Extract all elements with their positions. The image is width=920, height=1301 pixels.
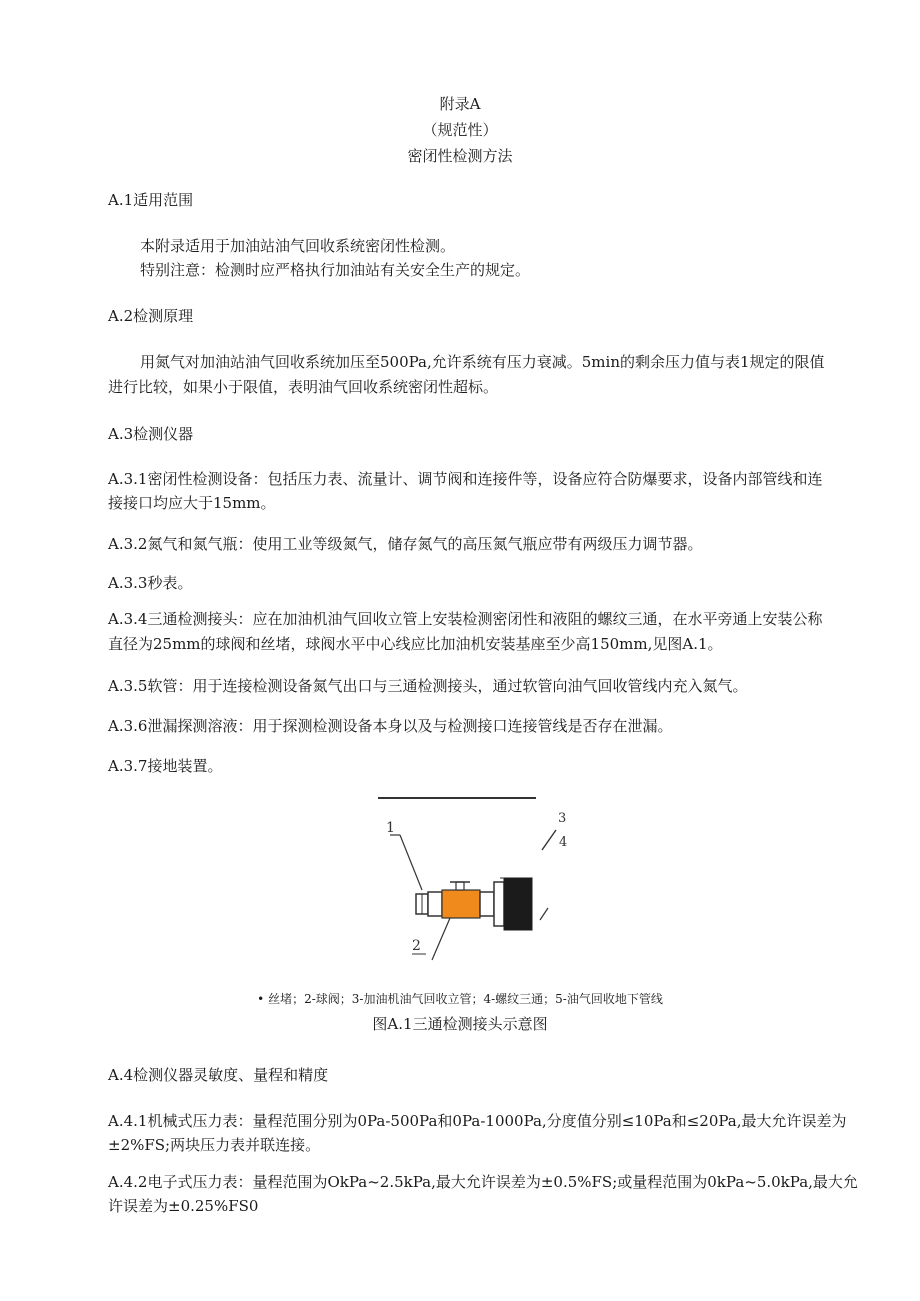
fig-threaded-tee xyxy=(504,878,532,930)
fig-label-3: 3 xyxy=(558,811,567,826)
section-a2-line-1: 用氮气对加油站油气回收系统加压至500Pa,允许系统有压力衰减。5min的剩余压力值与表1规定的限值 xyxy=(140,353,825,371)
appendix-type: （规范性） xyxy=(422,121,498,139)
fig-tee-collar xyxy=(494,882,504,926)
section-a35: A.3.5软管：用于连接检测设备氮气出口与三通检测接头，通过软管向油气回收管线内充入氮气。 xyxy=(108,677,748,695)
fig-leader-5 xyxy=(540,908,548,920)
appendix-title: 附录A xyxy=(439,95,481,113)
section-a42-line-2: 许误差为±0.25%FS0 xyxy=(108,1197,259,1215)
section-a31-line-2: 接接口均应大于15mm。 xyxy=(108,494,276,512)
section-a1-paragraph-1: 本附录适用于加油站油气回收系统密闭性检测。 xyxy=(140,237,456,255)
section-a1-heading: A.1适用范围 xyxy=(108,191,194,209)
section-a2-heading: A.2检测原理 xyxy=(108,307,194,325)
section-a41-line-2: ±2%FS;两块压力表并联连接。 xyxy=(108,1136,321,1154)
section-a31-line-1: A.3.1密闭性检测设备：包括压力表、流量计、调节阀和连接件等，设备应符合防爆要求，设备内部管线和连 xyxy=(108,470,823,488)
figure-legend: • 丝堵；2-球阀；3-加油机油气回收立管；4-螺纹三通；5-油气回收地下管线 xyxy=(257,992,663,1006)
fig-valve-nut-left xyxy=(428,892,442,916)
fig-leader-1b xyxy=(400,835,422,890)
fig-valve-stem xyxy=(456,882,464,890)
section-a1-paragraph-2: 特别注意：检测时应严格执行加油站有关安全生产的规定。 xyxy=(140,261,531,279)
section-a42-line-1: A.4.2电子式压力表：量程范围为OkPa~2.5kPa,最大允许误差为±0.5%FS;或量程范围为0kPa~5.0kPa,最大允 xyxy=(108,1173,858,1191)
section-a41-line-1: A.4.1机械式压力表：量程范围分别为0Pa-500Pa和0Pa-1000Pa,分度值分别≤10Pa和≤20Pa,最大允许误差为 xyxy=(108,1112,847,1130)
section-a37: A.3.7接地装置。 xyxy=(108,757,223,775)
section-a34-line-2: 直径为25mm的球阀和丝堵，球阀水平中心线应比加油机安装基座至少高150mm,见图A.1。 xyxy=(108,635,723,653)
section-a2-line-2: 进行比较，如果小于限值，表明油气回收系统密闭性超标。 xyxy=(108,378,499,396)
section-a32: A.3.2氮气和氮气瓶：使用工业等级氮气，储存氮气的高压氮气瓶应带有两级压力调节器。 xyxy=(108,535,703,553)
section-a36: A.3.6泄漏探测溶液：用于探测检测设备本身以及与检测接口连接管线是否存在泄漏。 xyxy=(108,717,673,735)
appendix-subtitle: 密闭性检测方法 xyxy=(407,147,513,165)
fig-label-1: 1 xyxy=(386,820,395,836)
figure-tee-connector-diagram xyxy=(370,790,570,970)
fig-label-2: 2 xyxy=(412,938,421,954)
fig-leader-2 xyxy=(432,918,450,960)
section-a4-heading: A.4检测仪器灵敏度、量程和精度 xyxy=(108,1066,329,1084)
fig-ball-valve-body xyxy=(442,890,480,918)
fig-label-4: 4 xyxy=(559,835,568,850)
section-a34-line-1: A.3.4三通检测接头：应在加油机油气回收立管上安装检测密闭性和液阻的螺纹三通，在水平旁通上安装公称 xyxy=(108,610,823,628)
fig-valve-nut-right xyxy=(480,892,494,916)
figure-caption: 图A.1三通检测接头示意图 xyxy=(372,1015,548,1033)
section-a3-heading: A.3检测仪器 xyxy=(108,425,194,443)
section-a33: A.3.3秒表。 xyxy=(108,574,193,592)
fig-leader-3 xyxy=(542,830,556,850)
